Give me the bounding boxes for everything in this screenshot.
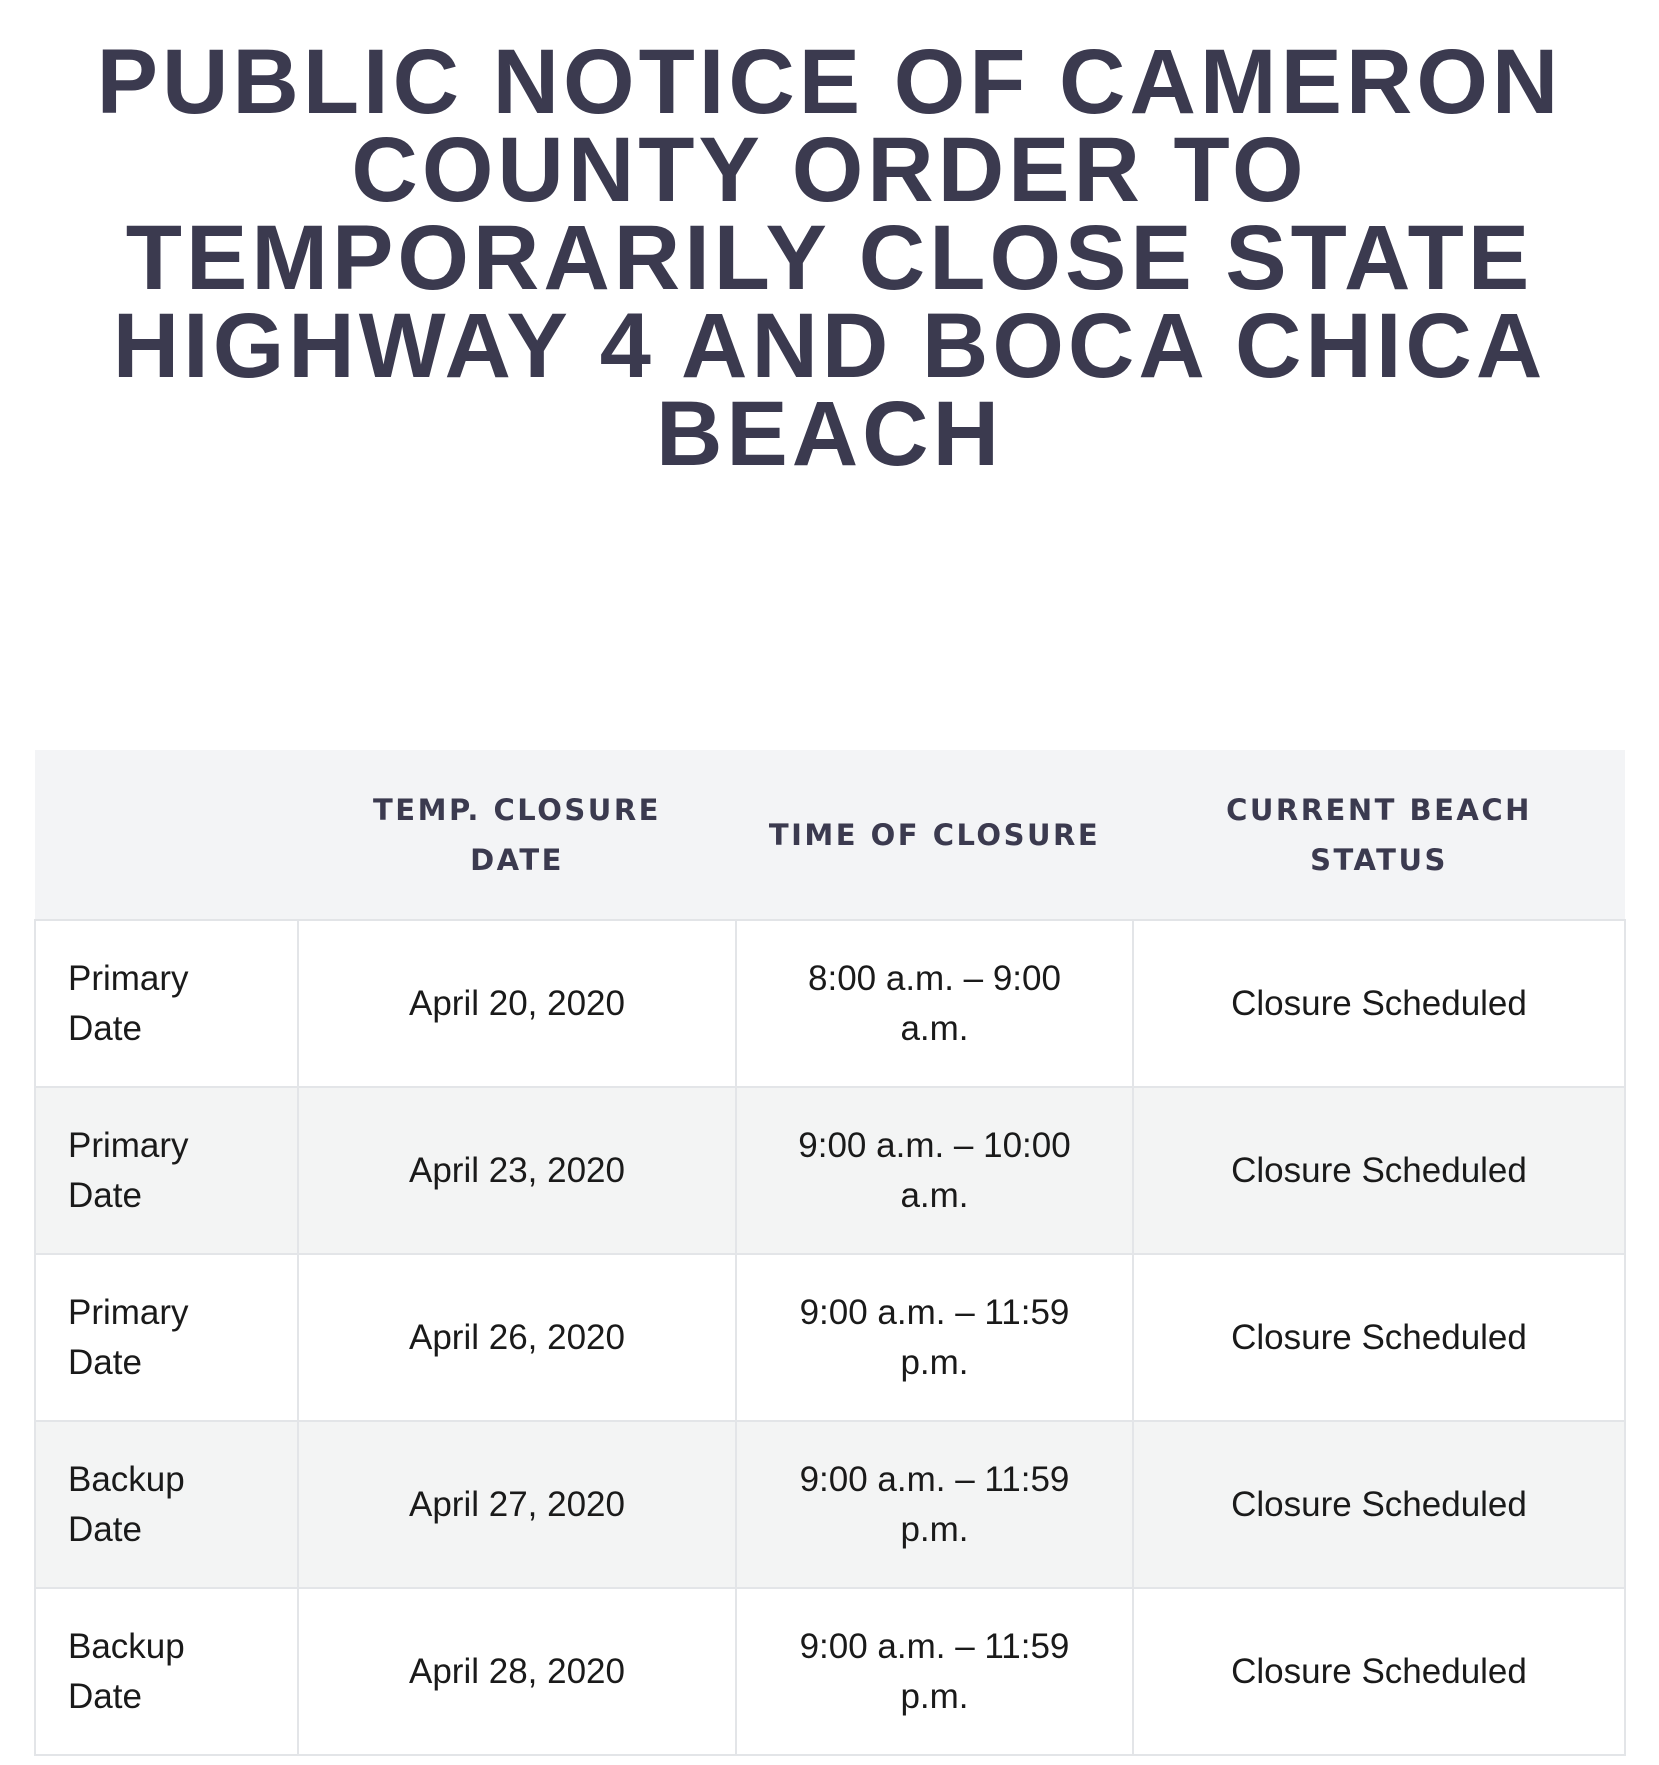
table-body <box>35 920 1625 1755</box>
closure-time-cell <box>736 1588 1133 1755</box>
status-cell <box>1133 1087 1625 1254</box>
table-header-row <box>35 750 1625 920</box>
status-cell <box>1133 1588 1625 1755</box>
beach-status: Closure Scheduled <box>1231 1651 1527 1691</box>
row-type: Backup Date <box>68 1626 185 1716</box>
closure-time: 8:00 a.m. – 9:00 a.m. <box>808 958 1061 1048</box>
header-time-of-closure: TIME OF CLOSURE <box>736 750 1133 920</box>
beach-status: Closure Scheduled <box>1231 1484 1527 1524</box>
page-title: PUBLIC NOTICE OF CAMERON COUNTY ORDER TO TEMPORARILY CLOSE STATE HIGHWAY 4 AND BOCA CHICA BEACH <box>96 31 1563 485</box>
closure-date: April 20, 2020 <box>409 983 625 1023</box>
closure-schedule-table-wrapper <box>34 750 1624 1756</box>
table-row <box>35 1588 1625 1755</box>
row-type-cell <box>35 1087 298 1254</box>
closure-date: April 27, 2020 <box>409 1484 625 1524</box>
header-row-type <box>35 750 298 920</box>
row-type: Primary Date <box>68 958 189 1048</box>
closure-time: 9:00 a.m. – 11:59 p.m. <box>799 1292 1070 1382</box>
closure-date-cell <box>298 1421 736 1588</box>
closure-time-cell <box>736 920 1133 1087</box>
status-cell <box>1133 1254 1625 1421</box>
table-row <box>35 920 1625 1087</box>
table-row <box>35 1421 1625 1588</box>
table-row <box>35 1254 1625 1421</box>
closure-date: April 26, 2020 <box>409 1317 625 1357</box>
closure-time: 9:00 a.m. – 10:00 a.m. <box>798 1125 1071 1215</box>
row-type-cell <box>35 920 298 1087</box>
closure-time-cell <box>736 1087 1133 1254</box>
status-cell <box>1133 1421 1625 1588</box>
closure-time-cell <box>736 1254 1133 1421</box>
header-beach-status: CURRENT BEACH STATUS <box>1133 750 1625 920</box>
row-type-cell <box>35 1588 298 1755</box>
header-closure-date: TEMP. CLOSURE DATE <box>298 750 736 920</box>
table-row <box>35 1087 1625 1254</box>
row-type: Backup Date <box>68 1459 185 1549</box>
status-cell <box>1133 920 1625 1087</box>
closure-time: 9:00 a.m. – 11:59 p.m. <box>799 1626 1070 1716</box>
closure-date-cell <box>298 1087 736 1254</box>
row-type-cell <box>35 1421 298 1588</box>
closure-time: 9:00 a.m. – 11:59 p.m. <box>799 1459 1070 1549</box>
beach-status: Closure Scheduled <box>1231 983 1527 1023</box>
closure-date-cell <box>298 920 736 1087</box>
closure-schedule-table <box>34 750 1626 1756</box>
closure-date-cell <box>298 1588 736 1755</box>
beach-status: Closure Scheduled <box>1231 1317 1527 1357</box>
row-type: Primary Date <box>68 1292 189 1382</box>
row-type-cell <box>35 1254 298 1421</box>
closure-date: April 23, 2020 <box>409 1150 625 1190</box>
beach-status: Closure Scheduled <box>1231 1150 1527 1190</box>
closure-date-cell <box>298 1254 736 1421</box>
table-header <box>35 750 1625 920</box>
closure-time-cell <box>736 1421 1133 1588</box>
closure-date: April 28, 2020 <box>409 1651 625 1691</box>
row-type: Primary Date <box>68 1125 189 1215</box>
